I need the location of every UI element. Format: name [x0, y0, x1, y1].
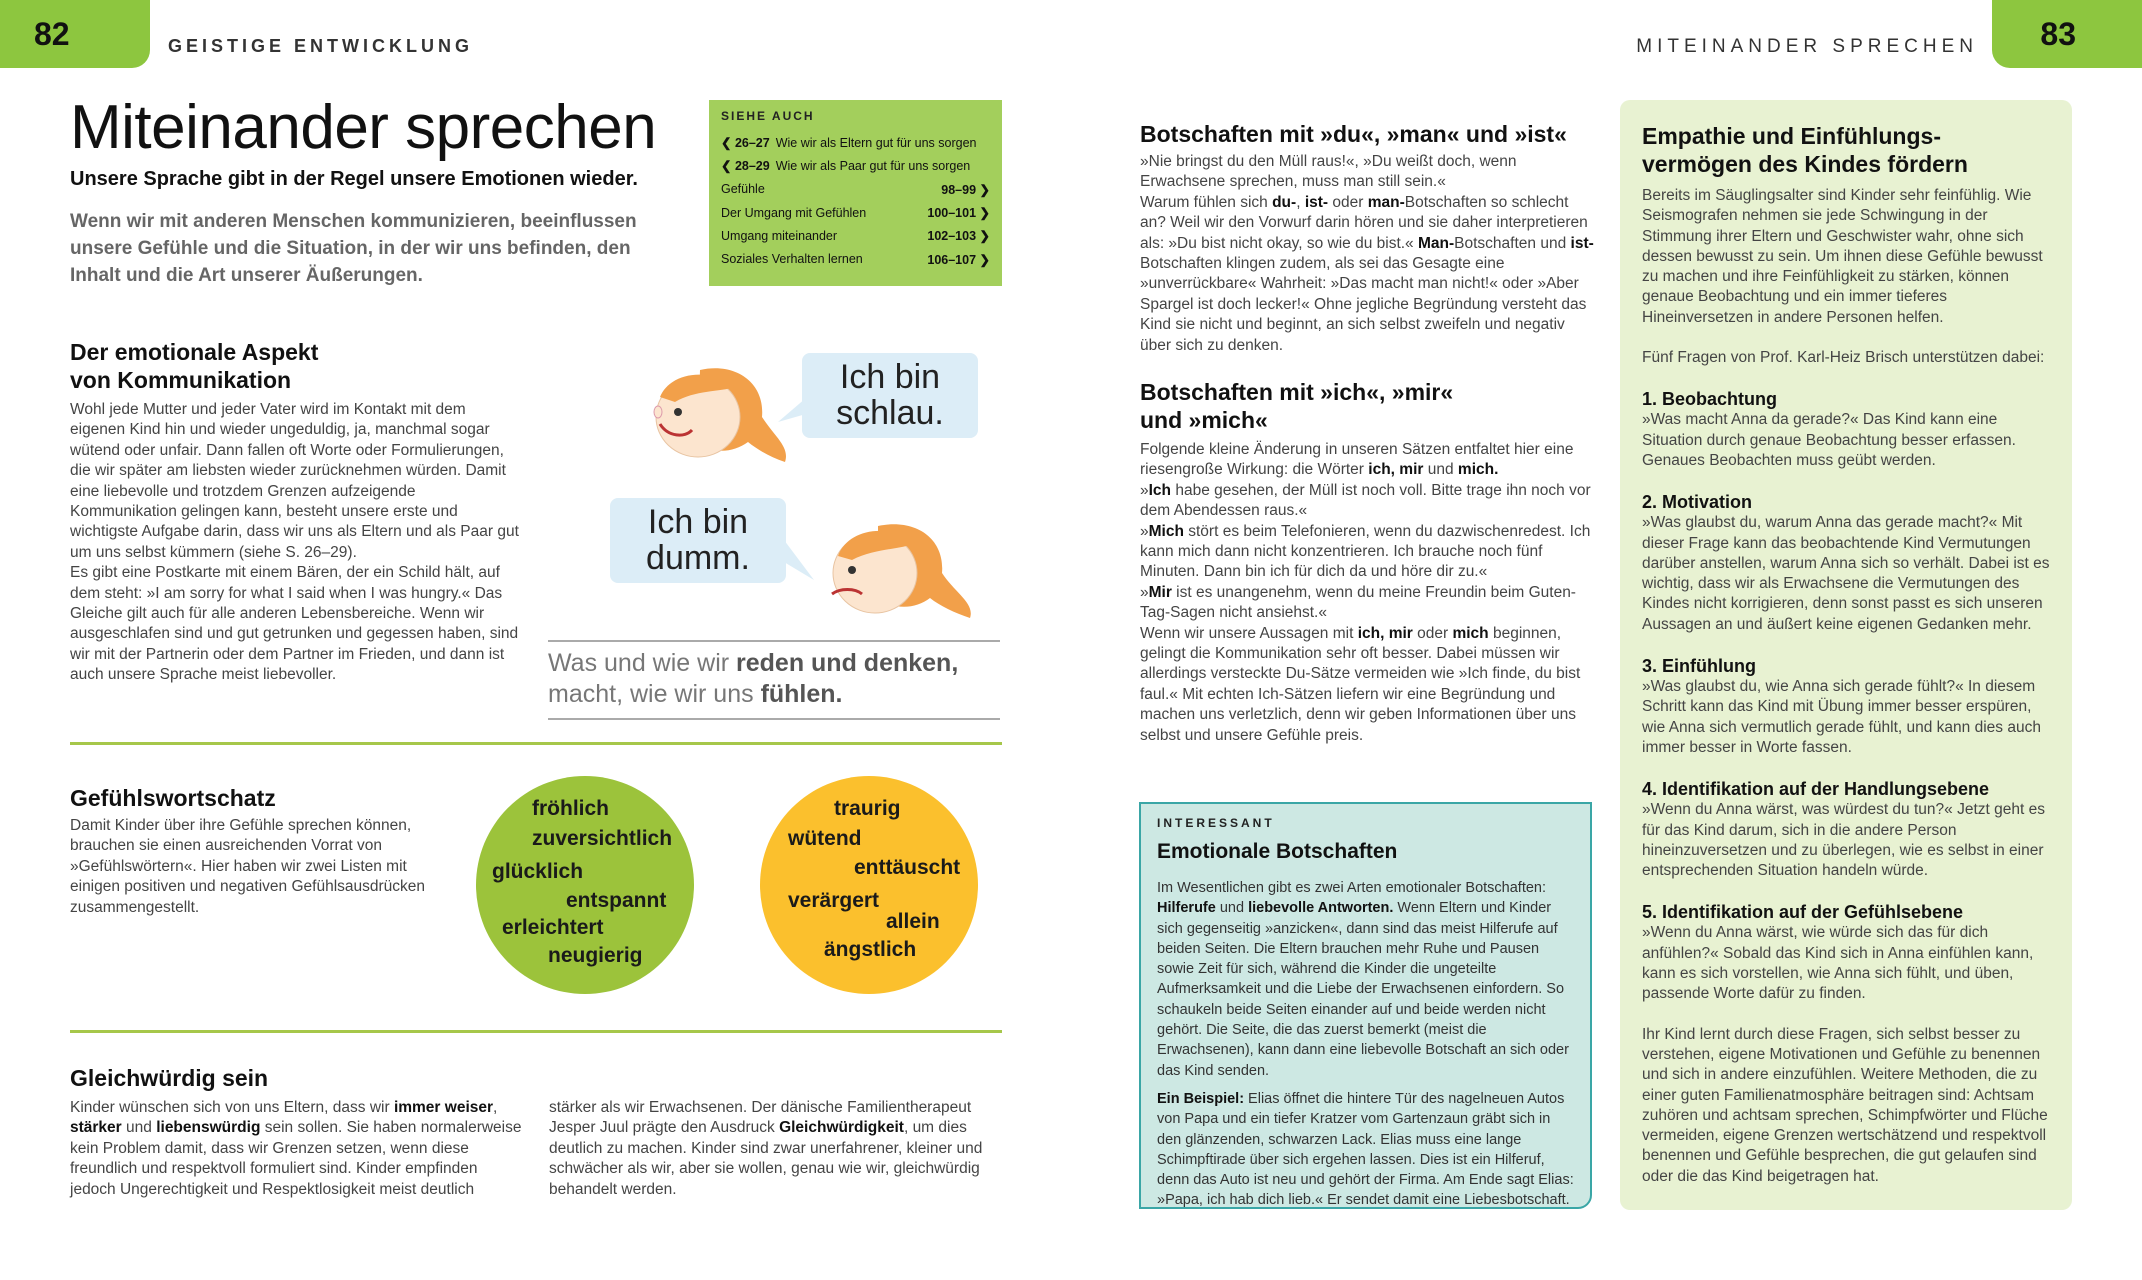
page-subtitle: Unsere Sprache gibt in der Regel unsere Emotionen wieder. [70, 168, 638, 190]
section-divider [70, 1030, 1002, 1033]
text-run: beginnen, gelingt die Kommunikation sehr oft besser. Dabei müssen wir allerdings versteckte Du-Sätze vermeiden wie »Ich finde, du bist faul.« Mit echten Ich-Sätzen liefern wir eine Begründung und machen uns verletzlich, denn wir geben Informationen über uns selbst und unsere Gefühle preis. [1140, 624, 1581, 744]
sidebar-paragraph: Ihr Kind lernt durch diese Fragen, sich selbst besser zu verstehen, eigene Motivationen und Gefühle zu benennen und sich in andere einzufühlen. Weitere Methoden, die zu einer guten Familienatmosphäre beitragen sind: Achtsam zuhören und achtsam sprechen, Schimpfwörter und Flüche vermeiden, eigene Grenzen wertschätzend und respektvoll benennen und Gefühle besprechen, die gut gelaufen sind oder die das Kind beigetragen hat. [1642, 1025, 2048, 1185]
text-run: und [1423, 461, 1458, 479]
heading-line: Empathie und Einfühlungs- [1642, 123, 1941, 149]
see-also-link[interactable] [721, 224, 990, 247]
heading-line: Der emotionale Aspekt [70, 339, 319, 365]
text-emphasis: Mich [1148, 522, 1184, 540]
bubble-line: schlau. [836, 394, 944, 432]
text-run: , um dies deutlich zu machen. Kinder sind zwar unerfahrener, kleiner und schwächer als wir, aber sie wollen, genau wie wir, gleichwürdig behandelt werden. [549, 1119, 983, 1198]
sidebar-paragraph: Fünf Fragen von Prof. Karl-Heiz Brisch unterstützen dabei: [1642, 349, 2045, 367]
text-run: Botschaften so schlecht an? Weil wir den Vorwurf darin hören und sie daher interpretieren als: »Du bist nicht okay, so wie du bist.« [1140, 193, 1588, 252]
heading-line: und »mich« [1140, 407, 1268, 433]
paragraph [1140, 440, 1598, 481]
text-emphasis: man- [1367, 193, 1405, 211]
step-title: 1. Beobachtung [1642, 389, 1778, 410]
bubble-tail-icon [778, 398, 806, 422]
text-run: Wenn Eltern und Kinder sich gegenseitig »anzicken«, dann sind das meist Hilferufe auf beiden Seiten. Die Eltern brauchen mehr Ruhe und Pausen sowie Zeit für sich, während die Kinder die ungeteilte Aufmerksamkeit und die Liebe der Erwachsenen einfordern. So schaukeln beide Seiten einander auf und beide werden nicht gehört. Die Seite, die das zuerst bemerkt (meist die Erwachsenen), kann dann eine liebevolle Botschaft an sich oder das Kind senden. [1157, 900, 1569, 1079]
see-also-label: Umgang miteinander [721, 228, 838, 243]
heading-line: von Kommunikation [70, 367, 292, 393]
speech-bubble-dumb [610, 498, 786, 583]
text-emphasis: ist- [1304, 193, 1329, 211]
section-heading-ich [1140, 378, 1600, 434]
negative-word: ängstlich [824, 938, 917, 961]
paragraph: Es gibt eine Postkarte mit einem Bären, der ein Schild hält, auf dem steht: »I am sorry for what I said when I was hungry.« Das Gleiche gilt auch für alle anderen Lebensbereiche. Wenn wir ausgeschlafen sind und gut getrunken und gegessen haben, sind wir mit der Partnerin oder dem Partner im Frieden, und dann ist auch unsere Sprache meist liebevoller. [70, 564, 519, 684]
see-also-link[interactable] [721, 247, 990, 270]
step-title: 2. Motivation [1642, 492, 1753, 513]
text-emphasis: liebenswürdig [156, 1119, 261, 1137]
section-divider [70, 742, 1002, 745]
text-emphasis: ist- [1570, 234, 1594, 252]
text-run: » [1140, 522, 1149, 540]
negative-word: allein [886, 910, 940, 933]
see-also-label: Wie wir als Eltern gut für uns sorgen [775, 135, 977, 150]
text-emphasis: mich [1452, 624, 1489, 642]
negative-word: verärgert [788, 889, 880, 912]
see-also-link[interactable] [721, 154, 990, 177]
quote-emphasis: fühlen. [760, 680, 843, 708]
see-also-label: Wie wir als Paar gut für uns sorgen [775, 158, 971, 173]
quote-emphasis: reden und denken, [736, 649, 959, 677]
positive-word: glücklich [492, 860, 584, 883]
sidebar-paragraph: Bereits im Säuglingsalter sind Kinder sehr feinfühlig. Wie Seismografen nehmen sie jede Schwingung in der Stimmung ihrer Eltern und Geschwister wahr, ohne sich dessen bewusst zu sein. Um ihnen diese Gefühle bewusst zu machen und ihre Feinfühligkeit zu stärken, können genaue Beobachtung und ein immer tieferes Hineinversetzen in andere Personen helfen. [1642, 187, 2043, 326]
text-run: Elias öffnet die hintere Tür des nagelneuen Autos von Papa und ein tiefer Kratzer vom Gartenzaun gräbt sich in den glänzenden, schwarzen Lack. Elias muss eine lange Schimpftirade über sich ergehen lassen. Dies ist ein Hilferuf, denn das Auto ist neu und gehört der Firma. Am Ende sagt Elias: »Papa, ich hab dich lieb.« Er sendet damit eine Liebesbotschaft. [1157, 1090, 1574, 1209]
see-also-pages: 106–107 ❯ [927, 252, 990, 267]
step-title: 5. Identifikation auf der Gefühlsebene [1642, 902, 1964, 923]
vocab-text: Damit Kinder über ihre Gefühle sprechen können, brauchen sie einen ausreichenden Vorrat von »Gefühlswörtern«. Hier haben wir zwei Listen mit einigen positiven und negativen Gefühlsausdrücken zusammengestellt. [70, 817, 426, 916]
bubble-tail-icon [784, 540, 814, 580]
paragraph: Wohl jede Mutter und jeder Vater wird im Kontakt mit dem eigenen Kind hin und wieder ungeduldig, ja, manchmal sogar wütend oder unfair. Dann fallen oft Worte oder Formulierungen, die wir später am liebsten wieder zurücknehmen würden. Damit eine liebevolle und trotzdem Grenzen aufzeigende Kommunikation gelingen kann, besteht unsere erste und wichtigste Aufgabe darin, dass wir uns als Eltern und als Paar gut um uns selbst kümmern (siehe S. 26–29). [70, 401, 519, 561]
step-text: »Wenn du Anna wärst, was würdest du tun?« Jetzt geht es für das Kind darum, sich in die andere Person hineinzuversetzen und zu überlegen, wie es selbst in einer entsprechenden Situation handeln würde. [1642, 801, 2045, 880]
bubble-line: Ich bin [647, 503, 749, 541]
bubble-line: Ich bin [839, 358, 941, 396]
section-heading-equal: Gleichwürdig sein [70, 1065, 269, 1091]
text-emphasis: ich, mir [1357, 624, 1413, 642]
paragraph [1140, 481, 1598, 522]
see-also-label: Soziales Verhalten lernen [721, 252, 863, 267]
see-also-pages: 102–103 ❯ [927, 229, 990, 244]
text-run: Botschaften und [1454, 234, 1571, 252]
pull-quote [548, 640, 1000, 720]
see-also-link[interactable] [721, 131, 990, 154]
du-text [1140, 152, 1595, 356]
info-paragraph [1157, 878, 1574, 1081]
see-also-label: Der Umgang mit Gefühlen [721, 205, 867, 220]
heading-line: Botschaften mit »ich«, »mir« [1140, 379, 1454, 405]
bubble-line: dumm. [646, 539, 750, 577]
empathy-sidebar [1620, 100, 2072, 1210]
text-emphasis: stärker [70, 1119, 122, 1137]
quote-line [548, 648, 1000, 679]
text-run: Kinder wünschen sich von uns Eltern, dass wir [70, 1099, 394, 1116]
left-running-title: GEISTIGE ENTWICKLUNG [168, 36, 473, 56]
text-run: Warum fühlen sich [1140, 193, 1273, 211]
text-run: , [1296, 193, 1305, 211]
step-text: »Was glaubst du, warum Anna das gerade macht?« Mit dieser Frage kann das beobachtende Kind Vermutungen darüber anstellen, warum Anna sich so verhält. Dabei ist es wichtig, dass wir als Erwachsene die Vermutungen des Kindes nicht korrigieren, denn sonst passt es sich unseren Aussagen an und äußert keine eigenen Gedanken mehr. [1642, 514, 2050, 633]
text-run: sein sollen. Sie haben normalerweise kein Problem damit, dass wir Grenzen setzen, wenn diese freundlich und respektvoll formuliert sind. Kinder empfinden jedoch Ungerechtigkeit und Respektlosigkeit meist deutlich [70, 1119, 522, 1198]
step-title: 4. Identifikation auf der Handlungsebene [1642, 779, 1990, 800]
positive-word: entspannt [566, 889, 667, 912]
text-run: habe gesehen, der Müll ist noch voll. Bitte trage ihn noch vor dem Abendessen raus.« [1140, 481, 1591, 520]
see-also-title: SIEHE AUCH [721, 109, 815, 123]
quote-line [548, 679, 1000, 710]
section-heading-vocab: Gefühlswortschatz [70, 785, 276, 811]
text-run: » [1140, 583, 1149, 601]
text-run: und [121, 1119, 157, 1137]
right-running-title: MITEINANDER SPRECHEN [1636, 36, 1978, 57]
text-emphasis: Ich [1148, 481, 1172, 499]
quote-text: Was und wie wir [548, 649, 737, 677]
sidebar-heading [1642, 122, 2050, 178]
text-emphasis: immer weiser [393, 1099, 494, 1116]
text-emphasis: liebevolle Antworten. [1248, 900, 1394, 917]
text-run: ist es unangenehm, wenn du meine Freundin beim Guten-Tag-Sagen nicht ansiehst.« [1140, 583, 1576, 622]
left-page-number: 82 [0, 0, 150, 68]
step-text: »Was glaubst du, wie Anna sich gerade fühlt?« In diesem Schritt kann das Kind mit Übung immer besser erspüren, wie Anna sich vermutlich gerade fühlt, und kann dies auch immer besser in Worte fassen. [1642, 678, 2041, 756]
text-run: Botschaften klingen zudem, als sei das Gesagte eine »unverrückbare« Wahrheit: »Das macht man nicht!« oder »Aber Spargel ist doch lecker!« Ohne jegliche Begründung versteht das Kind sie nicht und beginnt, an sich selbst zweifeln und negativ über sich zu denken. [1140, 255, 1587, 354]
emotional-text [70, 400, 522, 686]
text-emphasis: Man- [1418, 234, 1455, 252]
see-also-pages: ❮ 26–27 [721, 136, 770, 151]
see-also-pages: 100–101 ❯ [927, 206, 990, 221]
text-run: stört es beim Telefonieren, wenn du dazwischenredest. Ich kann mich dann nicht konzentrieren. Ich brauche noch fünf Minuten. Dann bin ich für dich da und höre dir zu.« [1140, 522, 1591, 581]
text-emphasis: mich. [1457, 461, 1499, 479]
text-run: oder [1412, 624, 1453, 642]
text-emphasis: Ein Beispiel: [1157, 1090, 1245, 1107]
positive-word: neugierig [548, 944, 643, 967]
paragraph [1140, 583, 1598, 624]
negative-word: wütend [788, 827, 862, 850]
heading-line: vermögen des Kindes fördern [1642, 151, 1968, 177]
speech-bubble-smart [802, 353, 978, 438]
text-run: Folgende kleine Änderung in unseren Sätzen entfaltet hier eine riesengroße Wirkung: die Wörter [1140, 441, 1574, 479]
text-run: oder [1328, 193, 1368, 211]
happy-face-illustration [640, 362, 800, 472]
paragraph: »Nie bringst du den Müll raus!«, »Du weißt doch, wenn Erwachsene sprechen, muss man still sein.« [1140, 153, 1517, 191]
text-run: stärker als wir Erwachsenen. Der dänische Familientherapeut Jesper Juul prägte den Ausdruck [549, 1099, 972, 1137]
see-also-pages: ❮ 28–29 [721, 159, 770, 174]
right-page-number: 83 [1992, 0, 2142, 68]
page-title: Miteinander sprechen [70, 93, 657, 162]
text-emphasis: Mir [1148, 583, 1172, 601]
see-also-label: Gefühle [721, 182, 765, 197]
text-run: und [1215, 900, 1249, 917]
positive-word: zuversichtlich [532, 827, 673, 850]
paragraph [1140, 624, 1598, 746]
equal-text-col1 [70, 1098, 522, 1200]
see-also-link[interactable] [721, 201, 990, 224]
positive-word: erleichtert [502, 916, 604, 939]
section-heading-du: Botschaften mit »du«, »man« und »ist« [1140, 121, 1567, 147]
text-emphasis: du- [1272, 193, 1297, 211]
see-also-pages: 98–99 ❯ [941, 182, 990, 197]
info-box [1139, 802, 1592, 1209]
see-also-link[interactable] [721, 178, 990, 201]
info-paragraph [1157, 1089, 1574, 1211]
negative-word: enttäuscht [854, 856, 961, 879]
equal-text-col2 [549, 1098, 1001, 1200]
ich-text [1140, 440, 1598, 746]
positive-word: fröhlich [532, 797, 609, 820]
step-title: 3. Einfühlung [1642, 656, 1756, 677]
text-run: Im Wesentlichen gibt es zwei Arten emotionaler Botschaften: [1157, 880, 1547, 896]
info-heading: Emotionale Botschaften [1157, 840, 1398, 863]
intro-paragraph: Wenn wir mit anderen Menschen kommunizieren, beeinflussen unsere Gefühle und die Situation, in der wir uns befinden, den Inhalt und die Art unserer Äußerungen. [70, 211, 637, 286]
step-text: »Wenn du Anna wärst, wie würde sich das für dich anfühlen?« Sobald das Kind sich in Anna einfühlen kann, kann es sich vorstellen, wie Anna sich fühlt, und üben, passende Worte dafür zu finden. [1642, 924, 2034, 1003]
text-run: Wenn wir unsere Aussagen mit [1140, 624, 1358, 642]
paragraph [1140, 193, 1595, 356]
quote-text: macht, wie wir uns [548, 680, 761, 708]
step-text: »Was macht Anna da gerade?« Das Kind kann eine Situation durch genaue Beobachtung besser erfassen. Genaues Beobachten muss geübt werden. [1642, 411, 2016, 469]
see-also-box [709, 100, 1002, 286]
text-run: » [1140, 481, 1149, 499]
text-emphasis: Hilferufe [1157, 900, 1216, 917]
section-heading-emotional [70, 338, 490, 394]
negative-word: traurig [834, 797, 901, 820]
info-label: INTERESSANT [1157, 816, 1275, 830]
paragraph [1140, 522, 1598, 583]
text-emphasis: Gleichwürdigkeit [779, 1119, 904, 1137]
text-emphasis: ich, mir [1368, 461, 1424, 479]
text-run: , [493, 1099, 498, 1116]
sad-face-illustration [820, 518, 985, 628]
